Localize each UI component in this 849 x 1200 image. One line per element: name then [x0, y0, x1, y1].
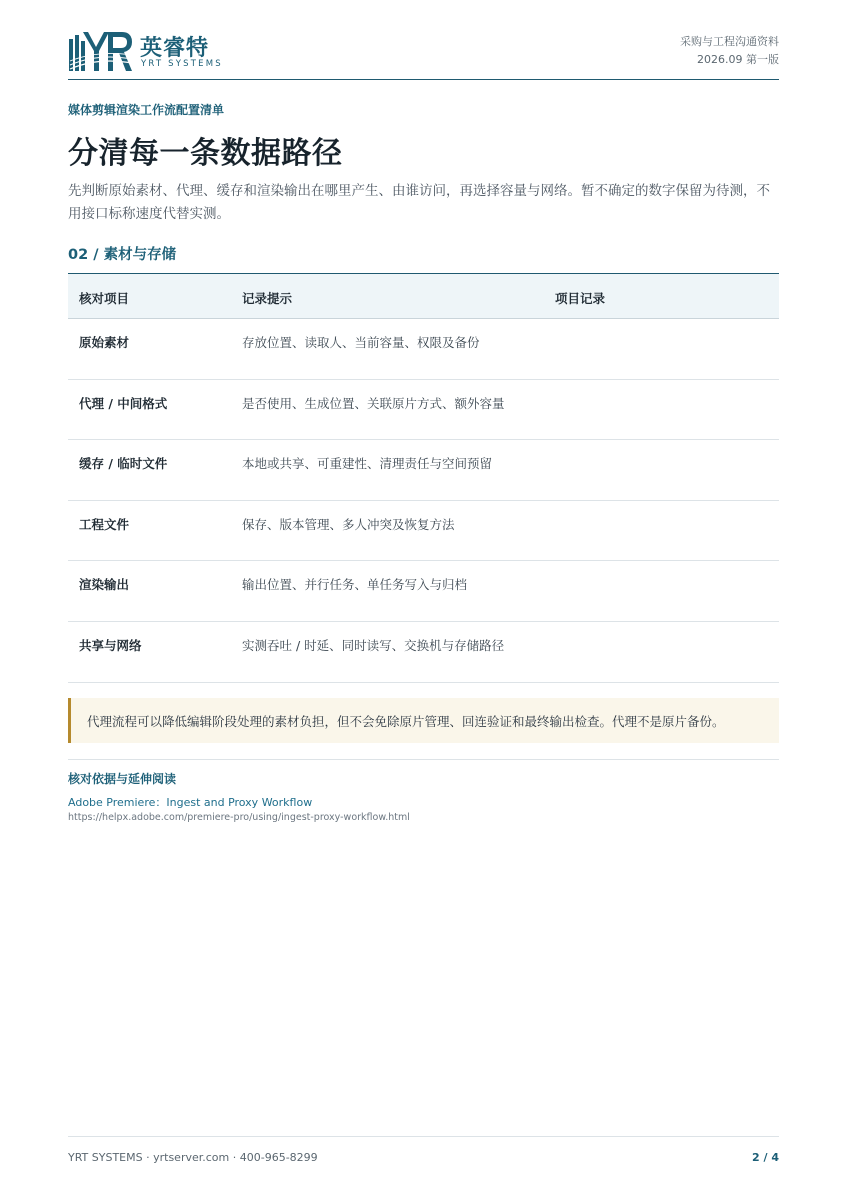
header-meta	[680, 33, 779, 69]
table-row	[68, 380, 779, 441]
page-header	[68, 28, 779, 80]
row-hint: 输出位置、并行任务、单任务写入与归档	[242, 577, 468, 593]
table-row	[68, 622, 779, 683]
row-item: 原始素材	[79, 335, 130, 350]
column-header-record: 项目记录	[555, 291, 606, 306]
row-hint: 实测吞吐 / 时延、同时读写、交换机与存储路径	[242, 637, 505, 653]
document-kicker: 媒体剪辑渲染工作流配置清单	[68, 103, 225, 117]
callout-note	[68, 698, 779, 743]
lead-paragraph: 先判断原始素材、代理、缓存和渲染输出在哪里产生、由谁访问，再选择容量与网络。暂不确定的数字保留为待测，不用接口标称速度代替实测。	[68, 183, 770, 222]
table-header	[68, 274, 779, 319]
row-item: 工程文件	[79, 516, 130, 532]
logo-chinese-name: 英睿特	[140, 36, 210, 61]
table-row	[68, 440, 779, 501]
references-section	[68, 759, 779, 823]
page-footer	[68, 1136, 779, 1164]
row-hint: 存放位置、读取人、当前容量、权限及备份	[242, 335, 480, 350]
table-row	[68, 561, 779, 622]
table-row	[68, 501, 779, 562]
column-header-hint: 记录提示	[242, 291, 293, 306]
document-edition: 2026.09 第一版	[697, 53, 779, 66]
row-item: 共享与网络	[79, 637, 142, 653]
document-type: 采购与工程沟通资料	[680, 35, 779, 48]
checklist-table	[68, 273, 779, 683]
row-hint: 保存、版本管理、多人冲突及恢复方法	[242, 516, 455, 532]
reference-link[interactable]: Adobe Premiere：Ingest and Proxy Workflow	[68, 796, 313, 809]
column-header-item: 核对项目	[79, 291, 130, 306]
row-item: 缓存 / 临时文件	[79, 456, 168, 472]
table-row	[68, 319, 779, 380]
row-item: 代理 / 中间格式	[79, 395, 168, 411]
row-item: 渲染输出	[79, 577, 130, 593]
page-number: 2 / 4	[752, 1151, 779, 1164]
logo-english-name: YRT SYSTEMS	[141, 59, 223, 69]
callout-text: 代理流程可以降低编辑阶段处理的素材负担，但不会免除原片管理、回连验证和最终输出检查。代理不是原片备份。	[87, 714, 725, 729]
page-title: 分清每一条数据路径	[68, 136, 343, 171]
row-hint: 本地或共享、可重建性、清理责任与空间预留	[242, 456, 493, 472]
references-title: 核对依据与延伸阅读	[68, 772, 177, 786]
reference-url[interactable]: https://helpx.adobe.com/premiere-pro/using/ingest-proxy-workflow.html	[68, 812, 410, 823]
logo-mark-icon	[68, 29, 134, 73]
document-page	[68, 0, 779, 1200]
company-logo	[68, 28, 228, 74]
footer-contact: YRT SYSTEMS · yrtserver.com · 400-965-8299	[68, 1151, 318, 1164]
section-title: 02 / 素材与存储	[68, 247, 177, 263]
row-hint: 是否使用、生成位置、关联原片方式、额外容量	[242, 395, 505, 411]
